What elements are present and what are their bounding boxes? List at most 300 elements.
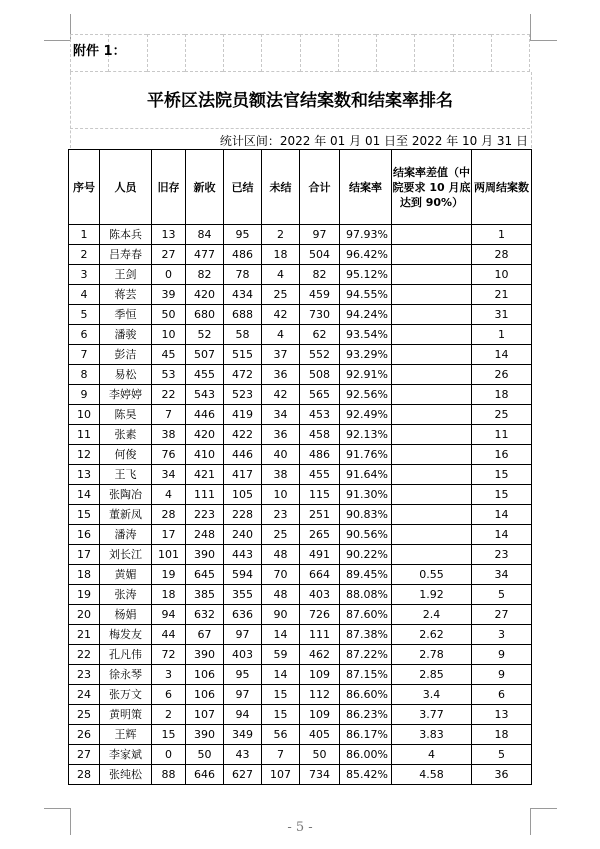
cell-person: 杨娟 (100, 605, 152, 625)
cell-person: 王飞 (100, 465, 152, 485)
cell-person: 刘长江 (100, 545, 152, 565)
header-carry-over: 旧存 (152, 150, 186, 225)
cell-closed: 95 (224, 665, 262, 685)
cell-pending: 42 (262, 305, 300, 325)
cell-pending: 10 (262, 485, 300, 505)
cell-rate: 90.22% (340, 545, 392, 565)
cell-closed: 43 (224, 745, 262, 765)
table-row (69, 525, 532, 545)
cell-closed: 443 (224, 545, 262, 565)
table-row (69, 365, 532, 385)
cell-biweekly: 10 (472, 265, 532, 285)
cell-closed: 627 (224, 765, 262, 785)
cell-carry-over: 44 (152, 625, 186, 645)
cell-carry-over: 19 (152, 565, 186, 585)
cell-carry-over: 22 (152, 385, 186, 405)
cell-rate: 90.56% (340, 525, 392, 545)
cell-rate-gap: 4.58 (392, 765, 472, 785)
cell-pending: 40 (262, 445, 300, 465)
cell-new-cases: 385 (186, 585, 224, 605)
cell-pending: 15 (262, 705, 300, 725)
cell-person: 吕寿春 (100, 245, 152, 265)
cell-index: 14 (69, 485, 100, 505)
cell-rate-gap (392, 405, 472, 425)
cell-new-cases: 84 (186, 225, 224, 245)
cell-rate-gap (392, 265, 472, 285)
cell-rate: 87.60% (340, 605, 392, 625)
cell-new-cases: 82 (186, 265, 224, 285)
cell-pending: 59 (262, 645, 300, 665)
cell-person: 张素 (100, 425, 152, 445)
cell-total: 486 (300, 445, 340, 465)
cell-closed: 422 (224, 425, 262, 445)
cell-new-cases: 111 (186, 485, 224, 505)
cell-rate-gap: 0.55 (392, 565, 472, 585)
cell-new-cases: 543 (186, 385, 224, 405)
cell-biweekly: 5 (472, 745, 532, 765)
cell-closed: 94 (224, 705, 262, 725)
table-row (69, 665, 532, 685)
cell-closed: 95 (224, 225, 262, 245)
cell-pending: 4 (262, 265, 300, 285)
table-row (69, 345, 532, 365)
cell-rate: 94.55% (340, 285, 392, 305)
header-biweekly: 两周结案数 (472, 150, 532, 225)
cell-total: 109 (300, 705, 340, 725)
cell-closed: 417 (224, 465, 262, 485)
cell-person: 王辉 (100, 725, 152, 745)
cell-new-cases: 645 (186, 565, 224, 585)
cell-closed: 688 (224, 305, 262, 325)
statistics-period: 统计区间：2022 年 01 月 01 日至 2022 年 10 月 31 日 (219, 134, 528, 148)
cell-index: 11 (69, 425, 100, 445)
cell-new-cases: 420 (186, 285, 224, 305)
cell-new-cases: 477 (186, 245, 224, 265)
cell-pending: 36 (262, 365, 300, 385)
cell-rate: 86.23% (340, 705, 392, 725)
cell-pending: 90 (262, 605, 300, 625)
cell-carry-over: 88 (152, 765, 186, 785)
cell-index: 19 (69, 585, 100, 605)
cell-person: 陈本兵 (100, 225, 152, 245)
cell-rate: 91.30% (340, 485, 392, 505)
document-title: 平桥区法院员额法官结案数和结案率排名 (147, 91, 453, 111)
cell-carry-over: 28 (152, 505, 186, 525)
cell-new-cases: 455 (186, 365, 224, 385)
cell-person: 徐永琴 (100, 665, 152, 685)
cell-pending: 15 (262, 685, 300, 705)
cell-carry-over: 38 (152, 425, 186, 445)
cell-pending: 70 (262, 565, 300, 585)
cell-carry-over: 10 (152, 325, 186, 345)
cell-total: 462 (300, 645, 340, 665)
cell-index: 25 (69, 705, 100, 725)
cell-total: 251 (300, 505, 340, 525)
cell-person: 李家斌 (100, 745, 152, 765)
cell-biweekly: 27 (472, 605, 532, 625)
cell-rate: 85.42% (340, 765, 392, 785)
table-body (69, 225, 532, 785)
cell-new-cases: 680 (186, 305, 224, 325)
cell-index: 12 (69, 445, 100, 465)
cell-rate-gap (392, 465, 472, 485)
header-closed: 已结 (224, 150, 262, 225)
cell-person: 易松 (100, 365, 152, 385)
cell-carry-over: 0 (152, 745, 186, 765)
header-new-cases: 新收 (186, 150, 224, 225)
cell-pending: 4 (262, 325, 300, 345)
cell-pending: 42 (262, 385, 300, 405)
table-row (69, 265, 532, 285)
cell-rate-gap (392, 225, 472, 245)
cell-pending: 107 (262, 765, 300, 785)
cell-person: 潘涛 (100, 525, 152, 545)
cell-rate-gap: 2.62 (392, 625, 472, 645)
table-row (69, 425, 532, 445)
cell-new-cases: 248 (186, 525, 224, 545)
cell-carry-over: 0 (152, 265, 186, 285)
cell-rate-gap (392, 545, 472, 565)
cell-total: 508 (300, 365, 340, 385)
cell-total: 403 (300, 585, 340, 605)
cell-index: 17 (69, 545, 100, 565)
cell-biweekly: 14 (472, 345, 532, 365)
cell-rate: 92.13% (340, 425, 392, 445)
cell-carry-over: 4 (152, 485, 186, 505)
cell-rate-gap: 3.83 (392, 725, 472, 745)
cell-total: 664 (300, 565, 340, 585)
cell-rate: 86.60% (340, 685, 392, 705)
table-row (69, 225, 532, 245)
cell-new-cases: 420 (186, 425, 224, 445)
cell-rate-gap: 2.4 (392, 605, 472, 625)
cell-total: 734 (300, 765, 340, 785)
cell-index: 13 (69, 465, 100, 485)
cell-rate: 88.08% (340, 585, 392, 605)
table-row (69, 305, 532, 325)
cell-person: 黄明策 (100, 705, 152, 725)
table-row (69, 645, 532, 665)
header-rate: 结案率 (340, 150, 392, 225)
cell-rate: 97.93% (340, 225, 392, 245)
cell-carry-over: 13 (152, 225, 186, 245)
cell-index: 10 (69, 405, 100, 425)
cell-rate-gap (392, 485, 472, 505)
cell-new-cases: 50 (186, 745, 224, 765)
cell-carry-over: 45 (152, 345, 186, 365)
cell-closed: 419 (224, 405, 262, 425)
cell-rate-gap (392, 325, 472, 345)
table-row (69, 765, 532, 785)
cell-biweekly: 11 (472, 425, 532, 445)
cell-rate: 86.00% (340, 745, 392, 765)
cell-pending: 37 (262, 345, 300, 365)
cell-rate: 95.12% (340, 265, 392, 285)
cell-rate: 92.56% (340, 385, 392, 405)
cell-closed: 228 (224, 505, 262, 525)
cell-carry-over: 72 (152, 645, 186, 665)
cell-index: 3 (69, 265, 100, 285)
cell-rate-gap: 3.77 (392, 705, 472, 725)
cell-pending: 36 (262, 425, 300, 445)
cell-carry-over: 17 (152, 525, 186, 545)
cell-total: 97 (300, 225, 340, 245)
cell-person: 孔凡伟 (100, 645, 152, 665)
cell-pending: 7 (262, 745, 300, 765)
cell-index: 15 (69, 505, 100, 525)
header-index: 序号 (69, 150, 100, 225)
cell-new-cases: 446 (186, 405, 224, 425)
cell-carry-over: 7 (152, 405, 186, 425)
cell-biweekly: 28 (472, 245, 532, 265)
cell-pending: 38 (262, 465, 300, 485)
cell-rate: 96.42% (340, 245, 392, 265)
header-pending: 未结 (262, 150, 300, 225)
table-row (69, 245, 532, 265)
cell-person: 潘骏 (100, 325, 152, 345)
cell-biweekly: 16 (472, 445, 532, 465)
cell-rate: 91.64% (340, 465, 392, 485)
cell-total: 491 (300, 545, 340, 565)
cell-closed: 403 (224, 645, 262, 665)
cell-rate-gap (392, 305, 472, 325)
cell-biweekly: 18 (472, 725, 532, 745)
cell-person: 张纯松 (100, 765, 152, 785)
cell-person: 彭洁 (100, 345, 152, 365)
cell-pending: 14 (262, 625, 300, 645)
cell-rate: 87.38% (340, 625, 392, 645)
cell-total: 62 (300, 325, 340, 345)
cell-person: 梅发友 (100, 625, 152, 645)
cell-index: 9 (69, 385, 100, 405)
cell-new-cases: 390 (186, 725, 224, 745)
cell-new-cases: 632 (186, 605, 224, 625)
cell-carry-over: 53 (152, 365, 186, 385)
cell-total: 109 (300, 665, 340, 685)
table-row (69, 445, 532, 465)
cell-index: 23 (69, 665, 100, 685)
cell-rate: 91.76% (340, 445, 392, 465)
attachment-label: 附件 1： (73, 44, 126, 59)
cell-closed: 97 (224, 685, 262, 705)
cell-index: 26 (69, 725, 100, 745)
cell-index: 4 (69, 285, 100, 305)
table-row (69, 505, 532, 525)
period-strip (70, 128, 530, 129)
table-row (69, 605, 532, 625)
cell-pending: 25 (262, 525, 300, 545)
cell-rate: 89.45% (340, 565, 392, 585)
cell-biweekly: 34 (472, 565, 532, 585)
cell-closed: 78 (224, 265, 262, 285)
cell-new-cases: 390 (186, 545, 224, 565)
cell-person: 李婷婷 (100, 385, 152, 405)
cell-pending: 56 (262, 725, 300, 745)
cell-biweekly: 1 (472, 325, 532, 345)
cell-biweekly: 25 (472, 405, 532, 425)
cell-biweekly: 9 (472, 665, 532, 685)
cell-biweekly: 15 (472, 485, 532, 505)
cell-index: 28 (69, 765, 100, 785)
table-row (69, 745, 532, 765)
cell-total: 552 (300, 345, 340, 365)
cell-rate-gap: 1.92 (392, 585, 472, 605)
header-total: 合计 (300, 150, 340, 225)
cell-total: 458 (300, 425, 340, 445)
cell-biweekly: 14 (472, 505, 532, 525)
cell-index: 8 (69, 365, 100, 385)
table-row (69, 725, 532, 745)
cell-rate-gap (392, 365, 472, 385)
table-row (69, 465, 532, 485)
cell-total: 50 (300, 745, 340, 765)
cell-pending: 2 (262, 225, 300, 245)
cell-index: 18 (69, 565, 100, 585)
cell-total: 82 (300, 265, 340, 285)
cell-rate-gap (392, 445, 472, 465)
cell-new-cases: 67 (186, 625, 224, 645)
cell-index: 20 (69, 605, 100, 625)
cell-total: 726 (300, 605, 340, 625)
cell-total: 115 (300, 485, 340, 505)
cell-biweekly: 18 (472, 385, 532, 405)
cell-closed: 97 (224, 625, 262, 645)
cell-closed: 434 (224, 285, 262, 305)
cell-rate-gap (392, 245, 472, 265)
cell-pending: 14 (262, 665, 300, 685)
cell-rate: 87.22% (340, 645, 392, 665)
table-row (69, 565, 532, 585)
cell-closed: 636 (224, 605, 262, 625)
cell-total: 111 (300, 625, 340, 645)
cell-rate: 93.54% (340, 325, 392, 345)
table-header-row (69, 150, 532, 225)
table-row (69, 485, 532, 505)
cell-rate: 94.24% (340, 305, 392, 325)
cell-person: 王剑 (100, 265, 152, 285)
cell-new-cases: 421 (186, 465, 224, 485)
cell-total: 455 (300, 465, 340, 485)
cell-rate-gap (392, 285, 472, 305)
cell-new-cases: 106 (186, 685, 224, 705)
cell-rate-gap: 2.85 (392, 665, 472, 685)
cell-total: 504 (300, 245, 340, 265)
cell-carry-over: 2 (152, 705, 186, 725)
cell-biweekly: 31 (472, 305, 532, 325)
table-row (69, 685, 532, 705)
cell-total: 565 (300, 385, 340, 405)
cell-index: 1 (69, 225, 100, 245)
cell-person: 陈昊 (100, 405, 152, 425)
cell-carry-over: 50 (152, 305, 186, 325)
cell-carry-over: 39 (152, 285, 186, 305)
cell-closed: 240 (224, 525, 262, 545)
table-row (69, 285, 532, 305)
cell-biweekly: 21 (472, 285, 532, 305)
cell-index: 16 (69, 525, 100, 545)
cell-total: 112 (300, 685, 340, 705)
cell-carry-over: 3 (152, 665, 186, 685)
cell-rate: 86.17% (340, 725, 392, 745)
cell-rate: 90.83% (340, 505, 392, 525)
cell-new-cases: 107 (186, 705, 224, 725)
cell-carry-over: 101 (152, 545, 186, 565)
cell-total: 730 (300, 305, 340, 325)
cell-index: 21 (69, 625, 100, 645)
cell-rate: 92.49% (340, 405, 392, 425)
cell-rate-gap (392, 425, 472, 445)
cell-carry-over: 18 (152, 585, 186, 605)
crop-mark-top-right (530, 14, 557, 41)
cell-rate-gap (392, 345, 472, 365)
cell-rate-gap: 2.78 (392, 645, 472, 665)
cell-closed: 446 (224, 445, 262, 465)
cell-biweekly: 23 (472, 545, 532, 565)
cell-index: 6 (69, 325, 100, 345)
cell-closed: 58 (224, 325, 262, 345)
page-number: - 5 - (287, 820, 313, 835)
cell-biweekly: 13 (472, 705, 532, 725)
cell-person: 张万文 (100, 685, 152, 705)
table-row (69, 325, 532, 345)
cell-carry-over: 6 (152, 685, 186, 705)
cell-closed: 594 (224, 565, 262, 585)
cell-rate-gap (392, 525, 472, 545)
cell-closed: 472 (224, 365, 262, 385)
cell-carry-over: 94 (152, 605, 186, 625)
cell-index: 2 (69, 245, 100, 265)
cell-closed: 355 (224, 585, 262, 605)
cell-new-cases: 390 (186, 645, 224, 665)
table-row (69, 625, 532, 645)
table-row (69, 385, 532, 405)
cell-biweekly: 14 (472, 525, 532, 545)
cell-biweekly: 36 (472, 765, 532, 785)
cell-new-cases: 507 (186, 345, 224, 365)
cell-biweekly: 9 (472, 645, 532, 665)
cell-biweekly: 1 (472, 225, 532, 245)
cell-biweekly: 5 (472, 585, 532, 605)
cell-index: 27 (69, 745, 100, 765)
cell-closed: 515 (224, 345, 262, 365)
cell-biweekly: 6 (472, 685, 532, 705)
cell-total: 405 (300, 725, 340, 745)
cell-rate-gap: 3.4 (392, 685, 472, 705)
header-grid (70, 34, 530, 72)
cell-rate: 92.91% (340, 365, 392, 385)
cell-person: 蒋芸 (100, 285, 152, 305)
cell-pending: 34 (262, 405, 300, 425)
cell-pending: 25 (262, 285, 300, 305)
cell-person: 何俊 (100, 445, 152, 465)
cell-new-cases: 52 (186, 325, 224, 345)
table-row (69, 405, 532, 425)
cell-pending: 48 (262, 585, 300, 605)
table-row (69, 585, 532, 605)
cell-rate-gap: 4 (392, 745, 472, 765)
cell-person: 季恒 (100, 305, 152, 325)
cell-person: 张涛 (100, 585, 152, 605)
crop-mark-top-left (44, 14, 71, 41)
cell-rate-gap (392, 505, 472, 525)
cell-carry-over: 76 (152, 445, 186, 465)
cell-carry-over: 15 (152, 725, 186, 745)
cell-rate-gap (392, 385, 472, 405)
cell-index: 24 (69, 685, 100, 705)
table-row (69, 705, 532, 725)
cell-new-cases: 223 (186, 505, 224, 525)
cell-total: 265 (300, 525, 340, 545)
